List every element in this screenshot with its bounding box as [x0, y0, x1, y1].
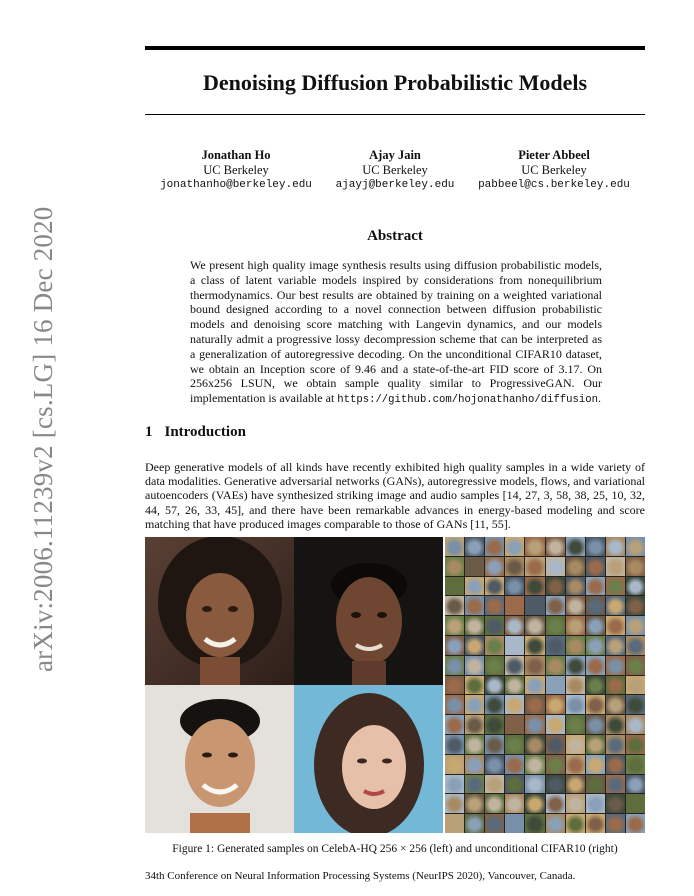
cifar-sample-tile: [626, 814, 645, 833]
cifar-sample-tile: [606, 695, 625, 714]
cifar-sample-tile: [546, 577, 565, 596]
code-link[interactable]: https://github.com/hojonathanho/diffusion: [337, 394, 598, 407]
cifar-sample-tile: [445, 676, 464, 695]
author-name: Jonathan Ho: [201, 148, 271, 162]
cifar-sample-tile: [586, 755, 605, 774]
cifar-sample-tile: [626, 775, 645, 794]
cifar-sample-tile: [546, 636, 565, 655]
cifar-sample-tile: [485, 775, 504, 794]
cifar-sample-tile: [626, 557, 645, 576]
cifar-sample-tile: [626, 735, 645, 754]
cifar-sample-tile: [465, 676, 484, 695]
cifar-sample-tile: [566, 676, 585, 695]
cifar-sample-tile: [445, 577, 464, 596]
cifar-sample-tile: [525, 577, 544, 596]
cifar-sample-tile: [586, 577, 605, 596]
cifar-sample-tile: [546, 695, 565, 714]
cifar-sample-tile: [525, 596, 544, 615]
cifar-sample-tile: [485, 814, 504, 833]
author-email[interactable]: pabbeel@cs.berkeley.edu: [478, 179, 630, 191]
cifar-sample-tile: [606, 775, 625, 794]
cifar-sample-tile: [525, 775, 544, 794]
cifar-sample-tile: [586, 616, 605, 635]
section-heading: [145, 424, 246, 441]
cifar-sample-tile: [586, 715, 605, 734]
cifar-sample-tile: [586, 695, 605, 714]
cifar-sample-tile: [566, 735, 585, 754]
cifar-sample-tile: [445, 735, 464, 754]
cifar-sample-tile: [546, 656, 565, 675]
title-rule: [145, 114, 645, 115]
cifar-sample-tile: [586, 676, 605, 695]
cifar-sample-tile: [606, 537, 625, 556]
cifar-sample-tile: [626, 695, 645, 714]
cifar-sample-tile: [606, 715, 625, 734]
cifar-sample-tile: [465, 577, 484, 596]
cifar-sample-tile: [566, 636, 585, 655]
cifar-sample-tile: [546, 715, 565, 734]
author-name: Pieter Abbeel: [518, 148, 590, 162]
cifar-sample-tile: [566, 755, 585, 774]
cifar-sample-tile: [586, 735, 605, 754]
author-2: [305, 148, 485, 193]
cifar-sample-tile: [525, 557, 544, 576]
cifar-sample-tile: [445, 775, 464, 794]
author-affiliation: UC Berkeley: [203, 163, 269, 177]
cifar-sample-tile: [546, 735, 565, 754]
cifar-sample-tile: [586, 596, 605, 615]
cifar-sample-tile: [525, 537, 544, 556]
cifar-sample-tile: [606, 755, 625, 774]
author-3: [464, 148, 644, 193]
cifar-sample-tile: [525, 814, 544, 833]
cifar-sample-tile: [546, 596, 565, 615]
abstract-heading: Abstract: [367, 228, 423, 244]
cifar-sample-tile: [546, 814, 565, 833]
cifar-sample-tile: [525, 636, 544, 655]
cifar-sample-tile: [626, 794, 645, 813]
cifar-sample-tile: [485, 537, 504, 556]
cifar-sample-tile: [626, 676, 645, 695]
cifar-sample-tile: [485, 557, 504, 576]
cifar-sample-tile: [505, 794, 524, 813]
cifar-sample-tile: [546, 755, 565, 774]
cifar-sample-tile: [525, 656, 544, 675]
cifar-sample-tile: [485, 695, 504, 714]
cifar-sample-tile: [525, 715, 544, 734]
cifar-sample-tile: [505, 676, 524, 695]
cifar-sample-tile: [525, 695, 544, 714]
cifar-sample-tile: [566, 656, 585, 675]
cifar-sample-tile: [465, 755, 484, 774]
cifar-sample-tile: [626, 656, 645, 675]
cifar-sample-tile: [505, 735, 524, 754]
cifar-sample-tile: [566, 537, 585, 556]
cifar-sample-tile: [485, 616, 504, 635]
author-1: [146, 148, 326, 193]
cifar-sample-tile: [606, 656, 625, 675]
cifar-sample-tile: [505, 775, 524, 794]
cifar-sample-tile: [525, 794, 544, 813]
paper-title: Denoising Diffusion Probabilistic Models: [202, 70, 588, 95]
cifar-sample-tile: [566, 715, 585, 734]
cifar-sample-tile: [606, 636, 625, 655]
cifar-sample-tile: [465, 735, 484, 754]
face-sample-2: [294, 537, 443, 685]
cifar-sample-tile: [485, 755, 504, 774]
cifar-sample-tile: [566, 596, 585, 615]
face-sample-1: [145, 537, 294, 685]
cifar-sample-tile: [566, 616, 585, 635]
author-email[interactable]: ajayj@berkeley.edu: [335, 179, 455, 191]
cifar-sample-tile: [505, 715, 524, 734]
cifar-sample-tile: [485, 577, 504, 596]
cifar-sample-tile: [546, 794, 565, 813]
cifar-sample-tile: [505, 814, 524, 833]
cifar-sample-tile: [626, 636, 645, 655]
cifar-sample-tile: [525, 676, 544, 695]
cifar-sample-tile: [465, 596, 484, 615]
cifar-sample-tile: [586, 775, 605, 794]
cifar-sample-tile: [626, 715, 645, 734]
cifar-sample-tile: [465, 636, 484, 655]
cifar-sample-tile: [485, 676, 504, 695]
cifar-sample-tile: [485, 636, 504, 655]
cifar-sample-tile: [606, 794, 625, 813]
cifar-sample-tile: [626, 755, 645, 774]
cifar-sample-tile: [546, 676, 565, 695]
arxiv-sidebar-label: arXiv:2006.11239v2 [cs.LG] 16 Dec 2020: [28, 206, 58, 672]
cifar-sample-tile: [546, 557, 565, 576]
cifar-sample-tile: [445, 636, 464, 655]
top-rule: [145, 46, 645, 50]
cifar-sample-tile: [505, 616, 524, 635]
cifar-sample-tile: [465, 695, 484, 714]
cifar-sample-tile: [626, 616, 645, 635]
cifar-sample-tile: [606, 616, 625, 635]
cifar-sample-tile: [485, 596, 504, 615]
cifar-sample-tile: [586, 636, 605, 655]
cifar-sample-tile: [445, 616, 464, 635]
author-email[interactable]: jonathanho@berkeley.edu: [160, 179, 312, 191]
cifar-sample-tile: [525, 616, 544, 635]
author-affiliation: UC Berkeley: [362, 163, 428, 177]
cifar-sample-tile: [445, 715, 464, 734]
cifar-sample-tile: [566, 814, 585, 833]
cifar-sample-tile: [505, 557, 524, 576]
face-sample-4: [294, 685, 443, 833]
cifar-sample-tile: [485, 656, 504, 675]
cifar-sample-tile: [566, 695, 585, 714]
cifar-sample-tile: [626, 537, 645, 556]
cifar-sample-tile: [445, 814, 464, 833]
cifar-sample-tile: [566, 794, 585, 813]
cifar-sample-tile: [465, 775, 484, 794]
cifar-sample-tile: [465, 656, 484, 675]
intro-paragraph: Deep generative models of all kinds have recently exhibited high quality samples in a wide variety of data modalities. Generative adversarial networks (GANs), autoregressive models, flows, and variational autoencoders (VAEs) have synthesized striking image and audio samples [14, 27, 3, 58, 38, 25, 10, 32, 44, 57, 26, 33, 45], and there have been remarkable advances in energy-based modeling and score matching that have produced images comparable to those of GANs [11, 55].: [145, 460, 645, 531]
cifar-sample-tile: [445, 557, 464, 576]
cifar-sample-tile: [546, 537, 565, 556]
cifar-sample-tile: [485, 715, 504, 734]
cifar-sample-tile: [586, 656, 605, 675]
author-name: Ajay Jain: [369, 148, 421, 162]
cifar-sample-tile: [586, 537, 605, 556]
cifar-sample-tile: [465, 616, 484, 635]
cifar-sample-tile: [566, 775, 585, 794]
cifar-sample-tile: [465, 794, 484, 813]
face-sample-3: [145, 685, 294, 833]
cifar-sample-tile: [445, 755, 464, 774]
cifar-sample-tile: [465, 557, 484, 576]
cifar-sample-tile: [505, 755, 524, 774]
cifar-sample-tile: [505, 695, 524, 714]
cifar-sample-tile: [525, 735, 544, 754]
cifar-sample-tile: [606, 676, 625, 695]
section-title: Introduction: [164, 424, 246, 440]
cifar-sample-tile: [445, 656, 464, 675]
cifar-sample-tile: [586, 557, 605, 576]
cifar-sample-tile: [505, 656, 524, 675]
cifar-sample-tile: [566, 557, 585, 576]
cifar-sample-tile: [606, 735, 625, 754]
cifar-sample-tile: [445, 794, 464, 813]
abstract-end: .: [597, 391, 601, 406]
cifar-sample-tile: [566, 577, 585, 596]
abstract-body: We present high quality image synthesis results using diffusion probabilistic models, a class of latent variable models inspired by considerations from nonequilibrium thermodynamics. Our best results are obtained by training on a weighted variational bound designed according to a novel connection between diffusion probabilistic models and denoising score matching with Langevin dynamics, and our models naturally admit a progressive lossy decompression scheme that can be interpreted as a generalization of autoregressive decoding. On the unconditional CIFAR10 dataset, we obtain an Inception score of 9.46 and a state-of-the-art FID score of 3.17. On 256x256 LSUN, we obtain sample quality similar to ProgressiveGAN. Our implementation is available at: [190, 258, 602, 406]
cifar-sample-tile: [465, 715, 484, 734]
cifar10-sample-grid: [445, 537, 645, 833]
cifar-sample-tile: [546, 616, 565, 635]
cifar-sample-tile: [465, 537, 484, 556]
section-number: 1: [145, 424, 153, 440]
cifar-sample-tile: [606, 596, 625, 615]
cifar-sample-tile: [465, 814, 484, 833]
cifar-sample-tile: [626, 577, 645, 596]
cifar-sample-tile: [546, 775, 565, 794]
cifar-sample-tile: [485, 794, 504, 813]
cifar-sample-tile: [586, 814, 605, 833]
cifar-sample-tile: [525, 755, 544, 774]
cifar-sample-tile: [606, 577, 625, 596]
cifar-sample-tile: [445, 596, 464, 615]
cifar-sample-tile: [626, 596, 645, 615]
cifar-sample-tile: [505, 596, 524, 615]
cifar-sample-tile: [505, 577, 524, 596]
conference-footer: 34th Conference on Neural Information Processing Systems (NeurIPS 2020), Vancouver, Canada.: [145, 870, 576, 882]
cifar-sample-tile: [445, 537, 464, 556]
cifar-sample-tile: [606, 557, 625, 576]
cifar-sample-tile: [445, 695, 464, 714]
abstract-text: [190, 258, 602, 408]
cifar-sample-tile: [505, 636, 524, 655]
author-affiliation: UC Berkeley: [521, 163, 587, 177]
cifar-sample-tile: [606, 814, 625, 833]
cifar-sample-tile: [505, 537, 524, 556]
figure-caption: Figure 1: Generated samples on CelebA-HQ 256 × 256 (left) and unconditional CIFAR10 (right): [172, 843, 618, 855]
cifar-sample-tile: [586, 794, 605, 813]
cifar-sample-tile: [485, 735, 504, 754]
